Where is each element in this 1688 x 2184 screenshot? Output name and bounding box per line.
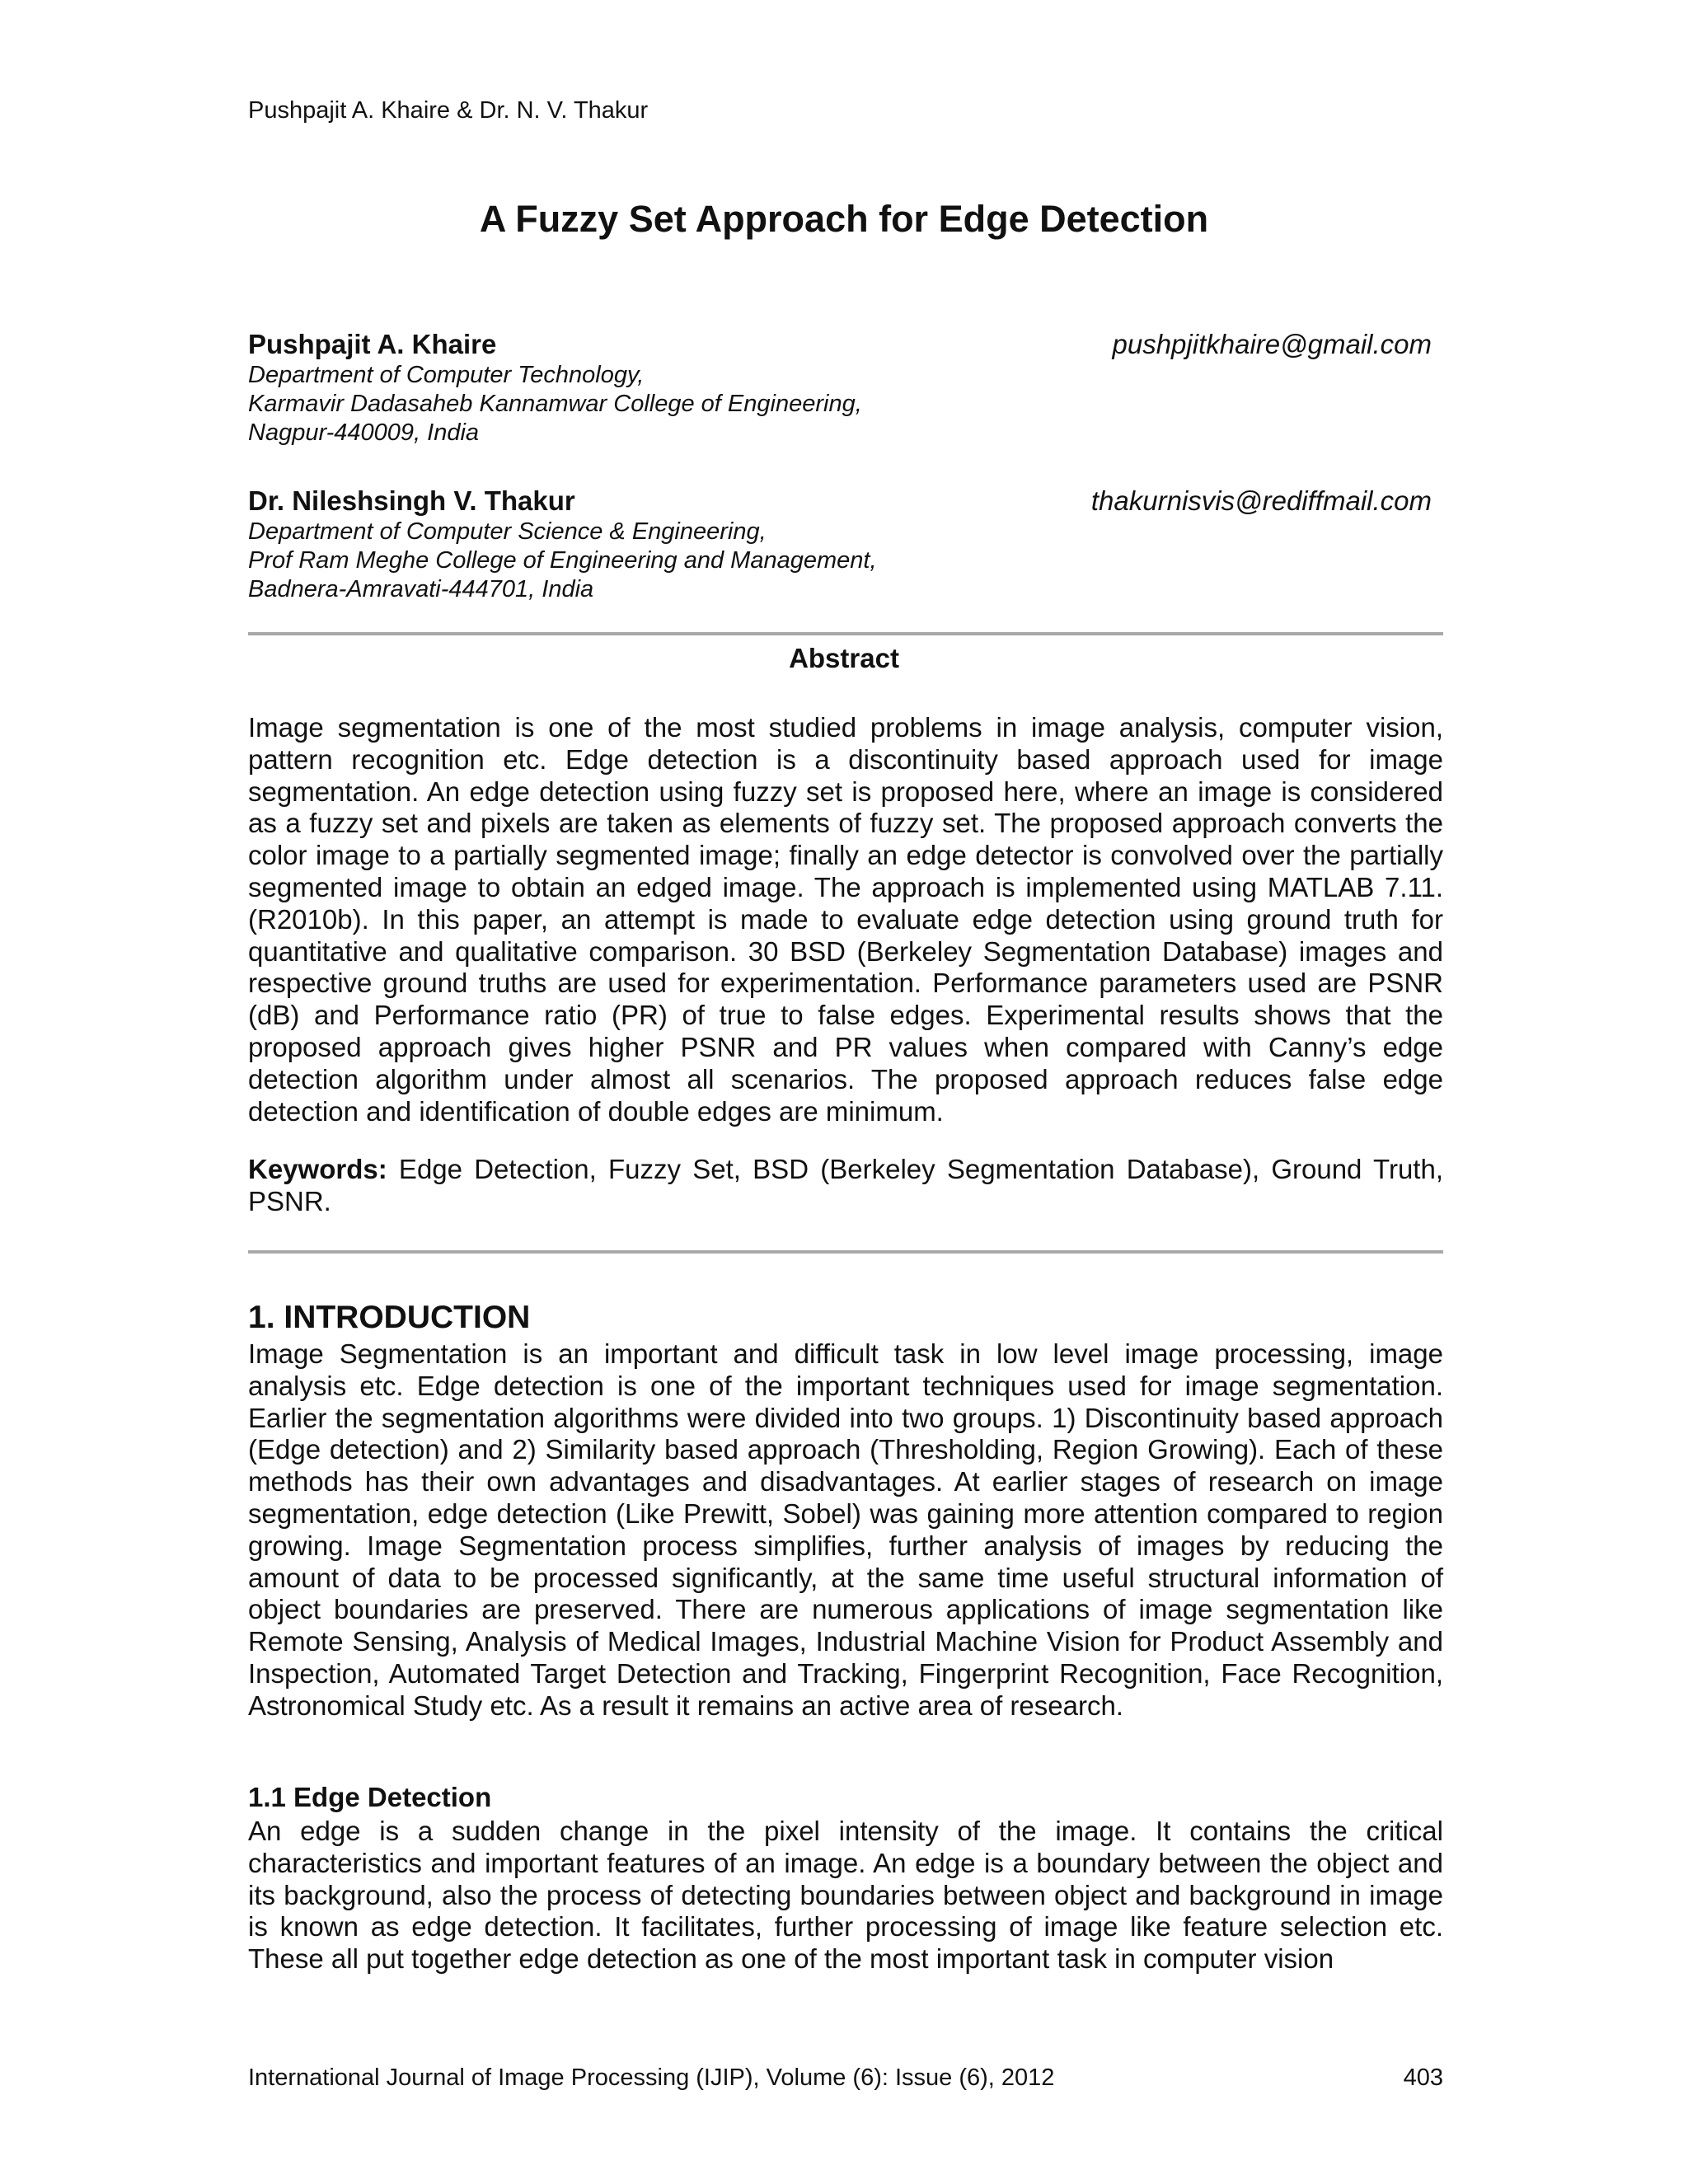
divider-top xyxy=(248,632,1443,635)
affiliation-line: Department of Computer Science & Engineering, xyxy=(248,518,767,545)
subsection-heading-edge-detection: 1.1 Edge Detection xyxy=(248,1782,492,1812)
page-number: 403 xyxy=(1403,2064,1443,2091)
edge-detection-text: An edge is a sudden change in the pixel intensity of the image. It contains the critical characteristics and important features of an image. An edge is a boundary between the object and its background, also the process of detecting boundaries between object and background in image is known as edge detection. It facilitates, further processing of image like feature selection etc. These all put together edge detection as one of the most important task in computer vision xyxy=(248,1816,1443,1975)
paper-title: A Fuzzy Set Approach for Edge Detection xyxy=(479,198,1209,240)
abstract-heading: Abstract xyxy=(789,643,899,673)
affiliation-line: Nagpur-440009, India xyxy=(248,419,480,446)
author-name: Dr. Nileshsingh V. Thakur xyxy=(248,485,575,516)
author-email: thakurnisvis@rediffmail.com xyxy=(1090,485,1432,516)
affiliation-line: Department of Computer Technology, xyxy=(248,362,645,388)
affiliation-line: Badnera-Amravati-444701, India xyxy=(248,576,594,602)
abstract-text: Image segmentation is one of the most studied problems in image analysis, computer vision, pattern recognition etc. Edge detection is a discontinuity based approach used for image segmentation. An edge detection using fuzzy set is proposed here, where an image is considered as a fuzzy set and pixels are taken as elements of fuzzy set. The proposed approach converts the color image to a partially segmented image; finally an edge detector is convolved over the partially segmented image to obtain an edged image. The approach is implemented using MATLAB 7.11. (R2010b). In this paper, an attempt is made to evaluate edge detection using ground truth for quantitative and qualitative comparison. 30 BSD (Berkeley Segmentation Database) images and respective ground truths are used for experimentation. Performance parameters used are PSNR (dB) and Performance ratio (PR) of true to false edges. Experimental results shows that the proposed approach gives higher PSNR and PR values when compared with Canny’s edge detection algorithm under almost all scenarios. The proposed approach reduces false edge detection and identification of double edges are minimum. xyxy=(248,712,1443,1127)
footer-journal: International Journal of Image Processing (IJIP), Volume (6): Issue (6), 2012 xyxy=(248,2064,1055,2091)
author-name: Pushpajit A. Khaire xyxy=(248,329,497,359)
author-block-2 xyxy=(248,485,1443,604)
keywords-text: Edge Detection, Fuzzy Set, BSD (Berkeley Segmentation Database), Ground Truth, PSNR. xyxy=(248,1154,1443,1216)
section-heading-introduction: 1. INTRODUCTION xyxy=(248,1300,531,1335)
affiliation-line: Prof Ram Meghe College of Engineering and Management, xyxy=(248,547,877,574)
introduction-text: Image Segmentation is an important and difficult task in low level image processing, image analysis etc. Edge detection is one of the important techniques used for image segmentation. Earlier the segmentation algorithms were divided into two groups. 1) Discontinuity based approach (Edge detection) and 2) Similarity based approach (Thresholding, Region Growing). Each of these methods has their own advantages and disadvantages. At earlier stages of research on image segmentation, edge detection (Like Prewitt, Sobel) was gaining more attention compared to region growing. Image Segmentation process simplifies, further analysis of images by reducing the amount of data to be processed significantly, at the same time useful structural information of object boundaries are preserved. There are numerous applications of image segmentation like Remote Sensing, Analysis of Medical Images, Industrial Machine Vision for Product Assembly and Inspection, Automated Target Detection and Tracking, Fingerprint Recognition, Face Recognition, Astronomical Study etc. As a result it remains an active area of research. xyxy=(248,1338,1443,1721)
running-head: Pushpajit A. Khaire & Dr. N. V. Thakur xyxy=(248,97,649,124)
affiliation-line: Karmavir Dadasaheb Kannamwar College of Engineering, xyxy=(248,391,862,417)
keywords xyxy=(248,1154,1443,1218)
divider-bottom xyxy=(248,1250,1443,1254)
author-email: pushpjitkhaire@gmail.com xyxy=(1112,329,1432,359)
author-block-1 xyxy=(248,328,1443,448)
keywords-label: Keywords: xyxy=(248,1154,387,1184)
